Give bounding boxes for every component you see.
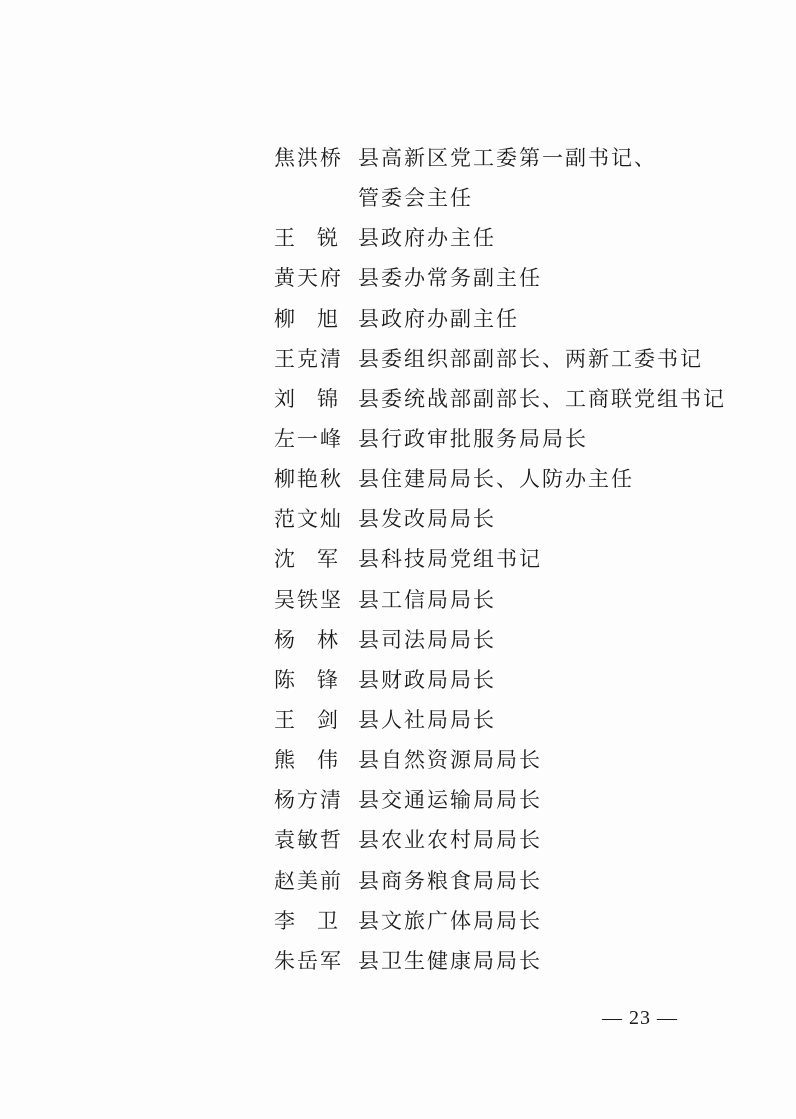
person-name: 黄天府 <box>274 266 343 291</box>
person-title: 管委会主任 <box>358 186 473 211</box>
person-title: 县委办常务副主任 <box>358 266 542 291</box>
list-item <box>274 378 774 418</box>
person-name: 柳 旭 <box>274 306 340 331</box>
person-name: 朱岳军 <box>274 948 343 973</box>
person-name: 吴铁坚 <box>274 587 343 612</box>
person-title: 县交通运输局局长 <box>358 788 542 813</box>
person-name: 袁敏哲 <box>274 828 343 853</box>
person-title: 县农业农村局局长 <box>358 828 542 853</box>
person-title: 县文旅广体局局长 <box>358 908 542 933</box>
list-item <box>274 338 774 378</box>
list-item <box>274 619 774 659</box>
list-item <box>274 659 774 699</box>
person-title: 县卫生健康局局长 <box>358 948 542 973</box>
list-item <box>274 900 774 940</box>
list-item <box>274 538 774 578</box>
person-name: 陈 锋 <box>274 667 340 692</box>
person-name: 沈 军 <box>274 547 340 572</box>
person-title: 县住建局局长、人防办主任 <box>358 467 634 492</box>
list-item <box>274 217 774 257</box>
person-title: 县委组织部副部长、两新工委书记 <box>358 346 703 371</box>
person-name: 王克清 <box>274 346 343 371</box>
list-item <box>274 779 774 819</box>
personnel-list <box>274 137 774 980</box>
list-item <box>274 498 774 538</box>
list-item <box>274 579 774 619</box>
page-number: — 23 — <box>602 1007 678 1029</box>
person-name: 焦洪桥 <box>274 146 343 171</box>
person-name: 范文灿 <box>274 507 343 532</box>
list-item <box>274 177 774 217</box>
person-title: 县高新区党工委第一副书记、 <box>358 146 657 171</box>
list-item <box>274 257 774 297</box>
person-name: 杨 林 <box>274 627 340 652</box>
person-name: 赵美前 <box>274 868 343 893</box>
person-title: 县自然资源局局长 <box>358 748 542 773</box>
person-title: 县发改局局长 <box>358 507 496 532</box>
list-item <box>274 418 774 458</box>
person-name: 熊 伟 <box>274 748 340 773</box>
person-name: 柳艳秋 <box>274 467 343 492</box>
person-title: 县财政局局长 <box>358 667 496 692</box>
person-title: 县科技局党组书记 <box>358 547 542 572</box>
person-title: 县委统战部副部长、工商联党组书记 <box>358 386 726 411</box>
person-title: 县政府办主任 <box>358 226 496 251</box>
person-title: 县政府办副主任 <box>358 306 519 331</box>
list-item <box>274 458 774 498</box>
person-name: 左一峰 <box>274 427 343 452</box>
person-title: 县工信局局长 <box>358 587 496 612</box>
list-item <box>274 819 774 859</box>
person-name: 刘 锦 <box>274 386 340 411</box>
list-item <box>274 940 774 980</box>
person-name: 王 剑 <box>274 708 340 733</box>
list-item <box>274 860 774 900</box>
person-name: 李 卫 <box>274 908 340 933</box>
person-title: 县司法局局长 <box>358 627 496 652</box>
person-title: 县商务粮食局局长 <box>358 868 542 893</box>
person-name: 杨方清 <box>274 788 343 813</box>
person-title: 县人社局局长 <box>358 708 496 733</box>
person-name: 王 锐 <box>274 226 340 251</box>
person-title: 县行政审批服务局局长 <box>358 427 588 452</box>
list-item <box>274 699 774 739</box>
list-item <box>274 739 774 779</box>
list-item <box>274 137 774 177</box>
list-item <box>274 298 774 338</box>
